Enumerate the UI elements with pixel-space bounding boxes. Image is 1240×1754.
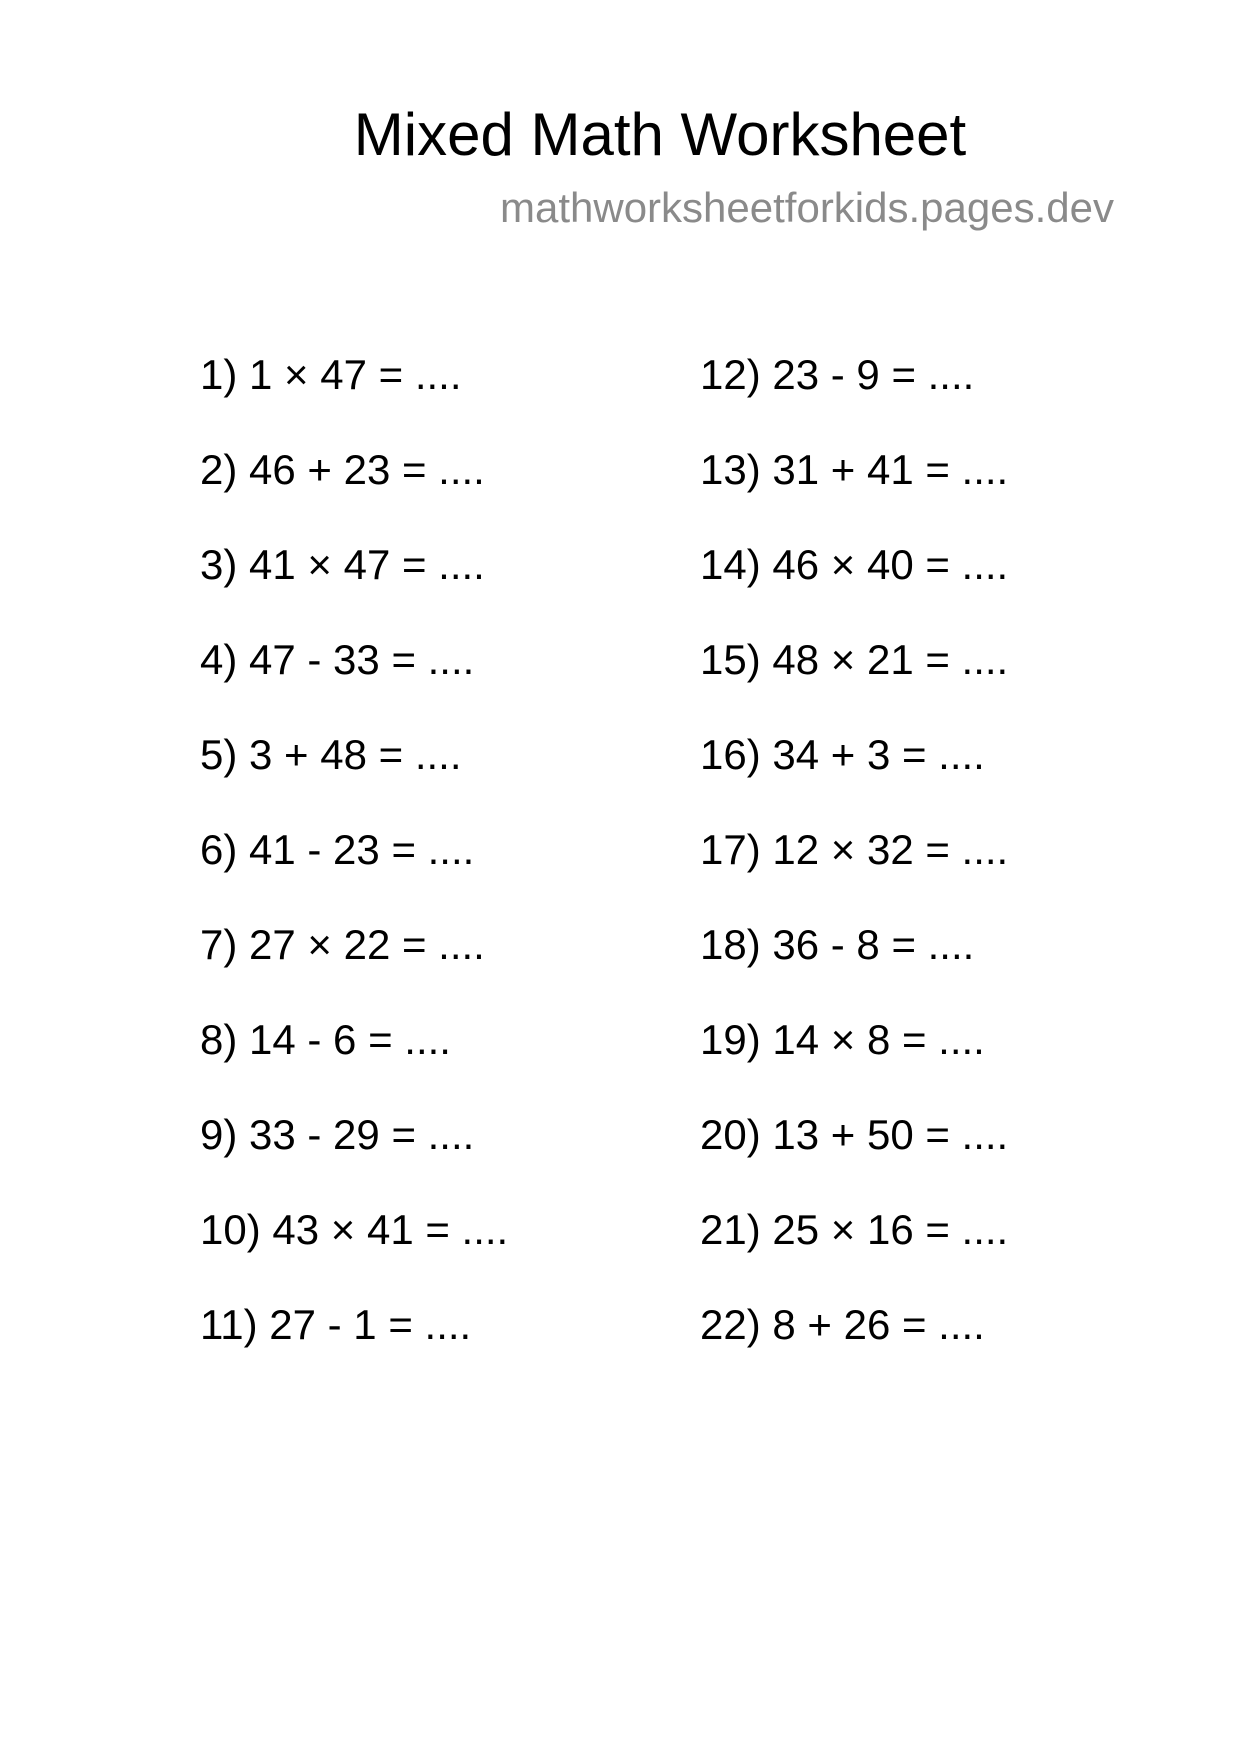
worksheet-title: Mixed Math Worksheet [353, 101, 967, 168]
problem-column-left [200, 350, 508, 1395]
problem-1: 1) 1 × 47 = .... [200, 351, 462, 398]
problem-3: 3) 41 × 47 = .... [200, 541, 485, 588]
problem-21: 21) 25 × 16 = .... [700, 1206, 1009, 1253]
problem-15: 15) 48 × 21 = .... [700, 636, 1009, 683]
problem-13: 13) 31 + 41 = .... [700, 446, 1009, 493]
problem-22: 22) 8 + 26 = .... [700, 1301, 985, 1348]
problem-5: 5) 3 + 48 = .... [200, 731, 462, 778]
problem-7: 7) 27 × 22 = .... [200, 921, 485, 968]
problem-12: 12) 23 - 9 = .... [700, 351, 975, 398]
problem-18: 18) 36 - 8 = .... [700, 921, 975, 968]
problem-6: 6) 41 - 23 = .... [200, 826, 475, 873]
problem-20: 20) 13 + 50 = .... [700, 1111, 1009, 1158]
problem-8: 8) 14 - 6 = .... [200, 1016, 451, 1063]
source-url: mathworksheetforkids.pages.dev [500, 184, 1114, 231]
problem-11: 11) 27 - 1 = .... [200, 1301, 472, 1348]
problem-10: 10) 43 × 41 = .... [200, 1206, 509, 1253]
problem-17: 17) 12 × 32 = .... [700, 826, 1009, 873]
problem-4: 4) 47 - 33 = .... [200, 636, 475, 683]
problem-19: 19) 14 × 8 = .... [700, 1016, 985, 1063]
problem-16: 16) 34 + 3 = .... [700, 731, 985, 778]
problem-14: 14) 46 × 40 = .... [700, 541, 1009, 588]
problem-9: 9) 33 - 29 = .... [200, 1111, 475, 1158]
problem-column-right [700, 350, 1008, 1395]
problem-2: 2) 46 + 23 = .... [200, 446, 485, 493]
